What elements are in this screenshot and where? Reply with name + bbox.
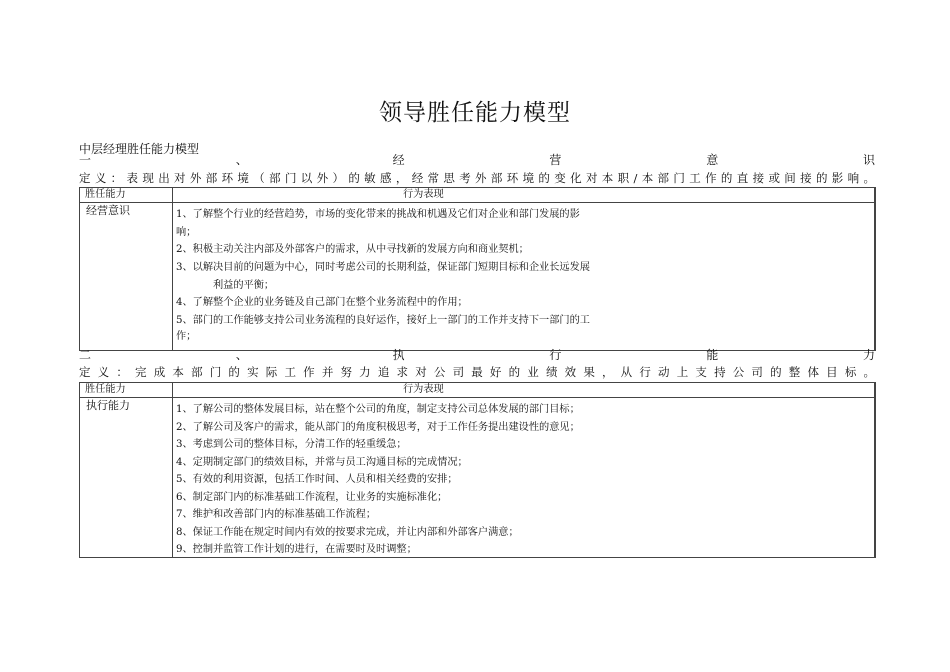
behavior-item: 2、积极主动关注内部及外部客户的需求，从中寻找新的发展方向和商业契机； — [175, 244, 529, 255]
empty-cell — [875, 398, 876, 558]
heading-char: 意 — [706, 153, 719, 167]
empty-cell — [875, 203, 876, 351]
behavior-item: 6、制定部门内的标准基础工作流程，让业务的实施标准化； — [175, 491, 448, 503]
behavior-item-cont: 作； — [175, 331, 197, 342]
behavior-item: 5、部门的工作能够支持公司业务流程的良好运作，接好上一部门的工作并支持下一部门的工 — [175, 315, 590, 326]
behavior-item: 5、有效的利用资源，包括工作时间、人员和相关经费的安排； — [175, 474, 458, 485]
behavior-item-cont: 响； — [175, 227, 197, 238]
behavior-item: 7、维护和改善部门内的标准基础工作流程； — [175, 509, 377, 520]
heading-char: 一 — [79, 153, 92, 167]
section1-definition: 定义：表现出对外部环境（部门以外）的敏感，经常思考外部环境的变化对本职/本部门工作的直接或间接的影响。 — [79, 172, 875, 185]
heading-char: 力 — [862, 348, 875, 362]
heading-char: 、 — [235, 153, 248, 167]
col-header-empty — [875, 383, 876, 398]
section2-definition: 定义：完成本部门的实际工作并努力追求对公司最好的业绩效果，从行动上支持公司的整体目标。 — [79, 366, 875, 379]
heading-char: 能 — [706, 348, 719, 362]
behavior-list — [172, 398, 874, 558]
heading-char: 行 — [549, 348, 562, 362]
behavior-item: 1、了解整个行业的经营趋势，市场的变化带来的挑战和机遇及它们对企业和部门发展的影 — [175, 209, 580, 220]
ability-name: 经营意识 — [80, 203, 173, 351]
section2-heading — [79, 349, 875, 362]
col-header-ability: 胜任能力 — [80, 383, 173, 398]
behavior-item: 8、保证工作能在规定时间内有效的按要求完成，并让内部和外部客户满意； — [175, 526, 519, 538]
behavior-item: 4、了解整个企业的业务链及自己部门在整个业务流程中的作用； — [175, 297, 468, 308]
heading-char: 、 — [235, 348, 248, 362]
col-header-behavior: 行为表现 — [172, 188, 874, 203]
behavior-item: 9、控制并监管工作计划的进行，在需要时及时调整； — [175, 544, 417, 555]
heading-char: 识 — [862, 153, 875, 167]
heading-char: 二 — [79, 348, 92, 362]
section1-heading — [79, 154, 875, 167]
col-header-ability: 胜任能力 — [80, 188, 173, 203]
heading-char: 营 — [549, 153, 562, 167]
page-title: 领导胜任能力模型 — [379, 100, 571, 126]
section2-table — [79, 382, 876, 558]
behavior-item: 3、考虑到公司的整体目标，分清工作的轻重缓急； — [175, 439, 407, 450]
ability-name: 执行能力 — [80, 398, 173, 558]
heading-char: 经 — [392, 153, 405, 167]
behavior-item: 2、了解公司及客户的需求，能从部门的角度积极思考，对于工作任务提出建设性的意见； — [175, 421, 580, 433]
section1-table — [79, 187, 876, 351]
behavior-item: 1、了解公司的整体发展目标，站在整个公司的角度，制定支持公司总体发展的部门目标； — [175, 404, 580, 415]
page-subtitle: 中层经理胜任能力模型 — [79, 142, 200, 156]
behavior-item: 4、定期制定部门的绩效目标，并常与员工沟通目标的完成情况； — [175, 456, 468, 468]
heading-char: 执 — [392, 348, 405, 362]
col-header-empty — [875, 188, 876, 203]
behavior-item: 3、以解决目前的问题为中心，同时考虑公司的长期利益，保证部门短期目标和企业长远发展 — [175, 262, 590, 273]
behavior-list — [172, 203, 874, 351]
behavior-item-cont: 利益的平衡； — [212, 280, 275, 291]
col-header-behavior: 行为表现 — [172, 383, 874, 398]
